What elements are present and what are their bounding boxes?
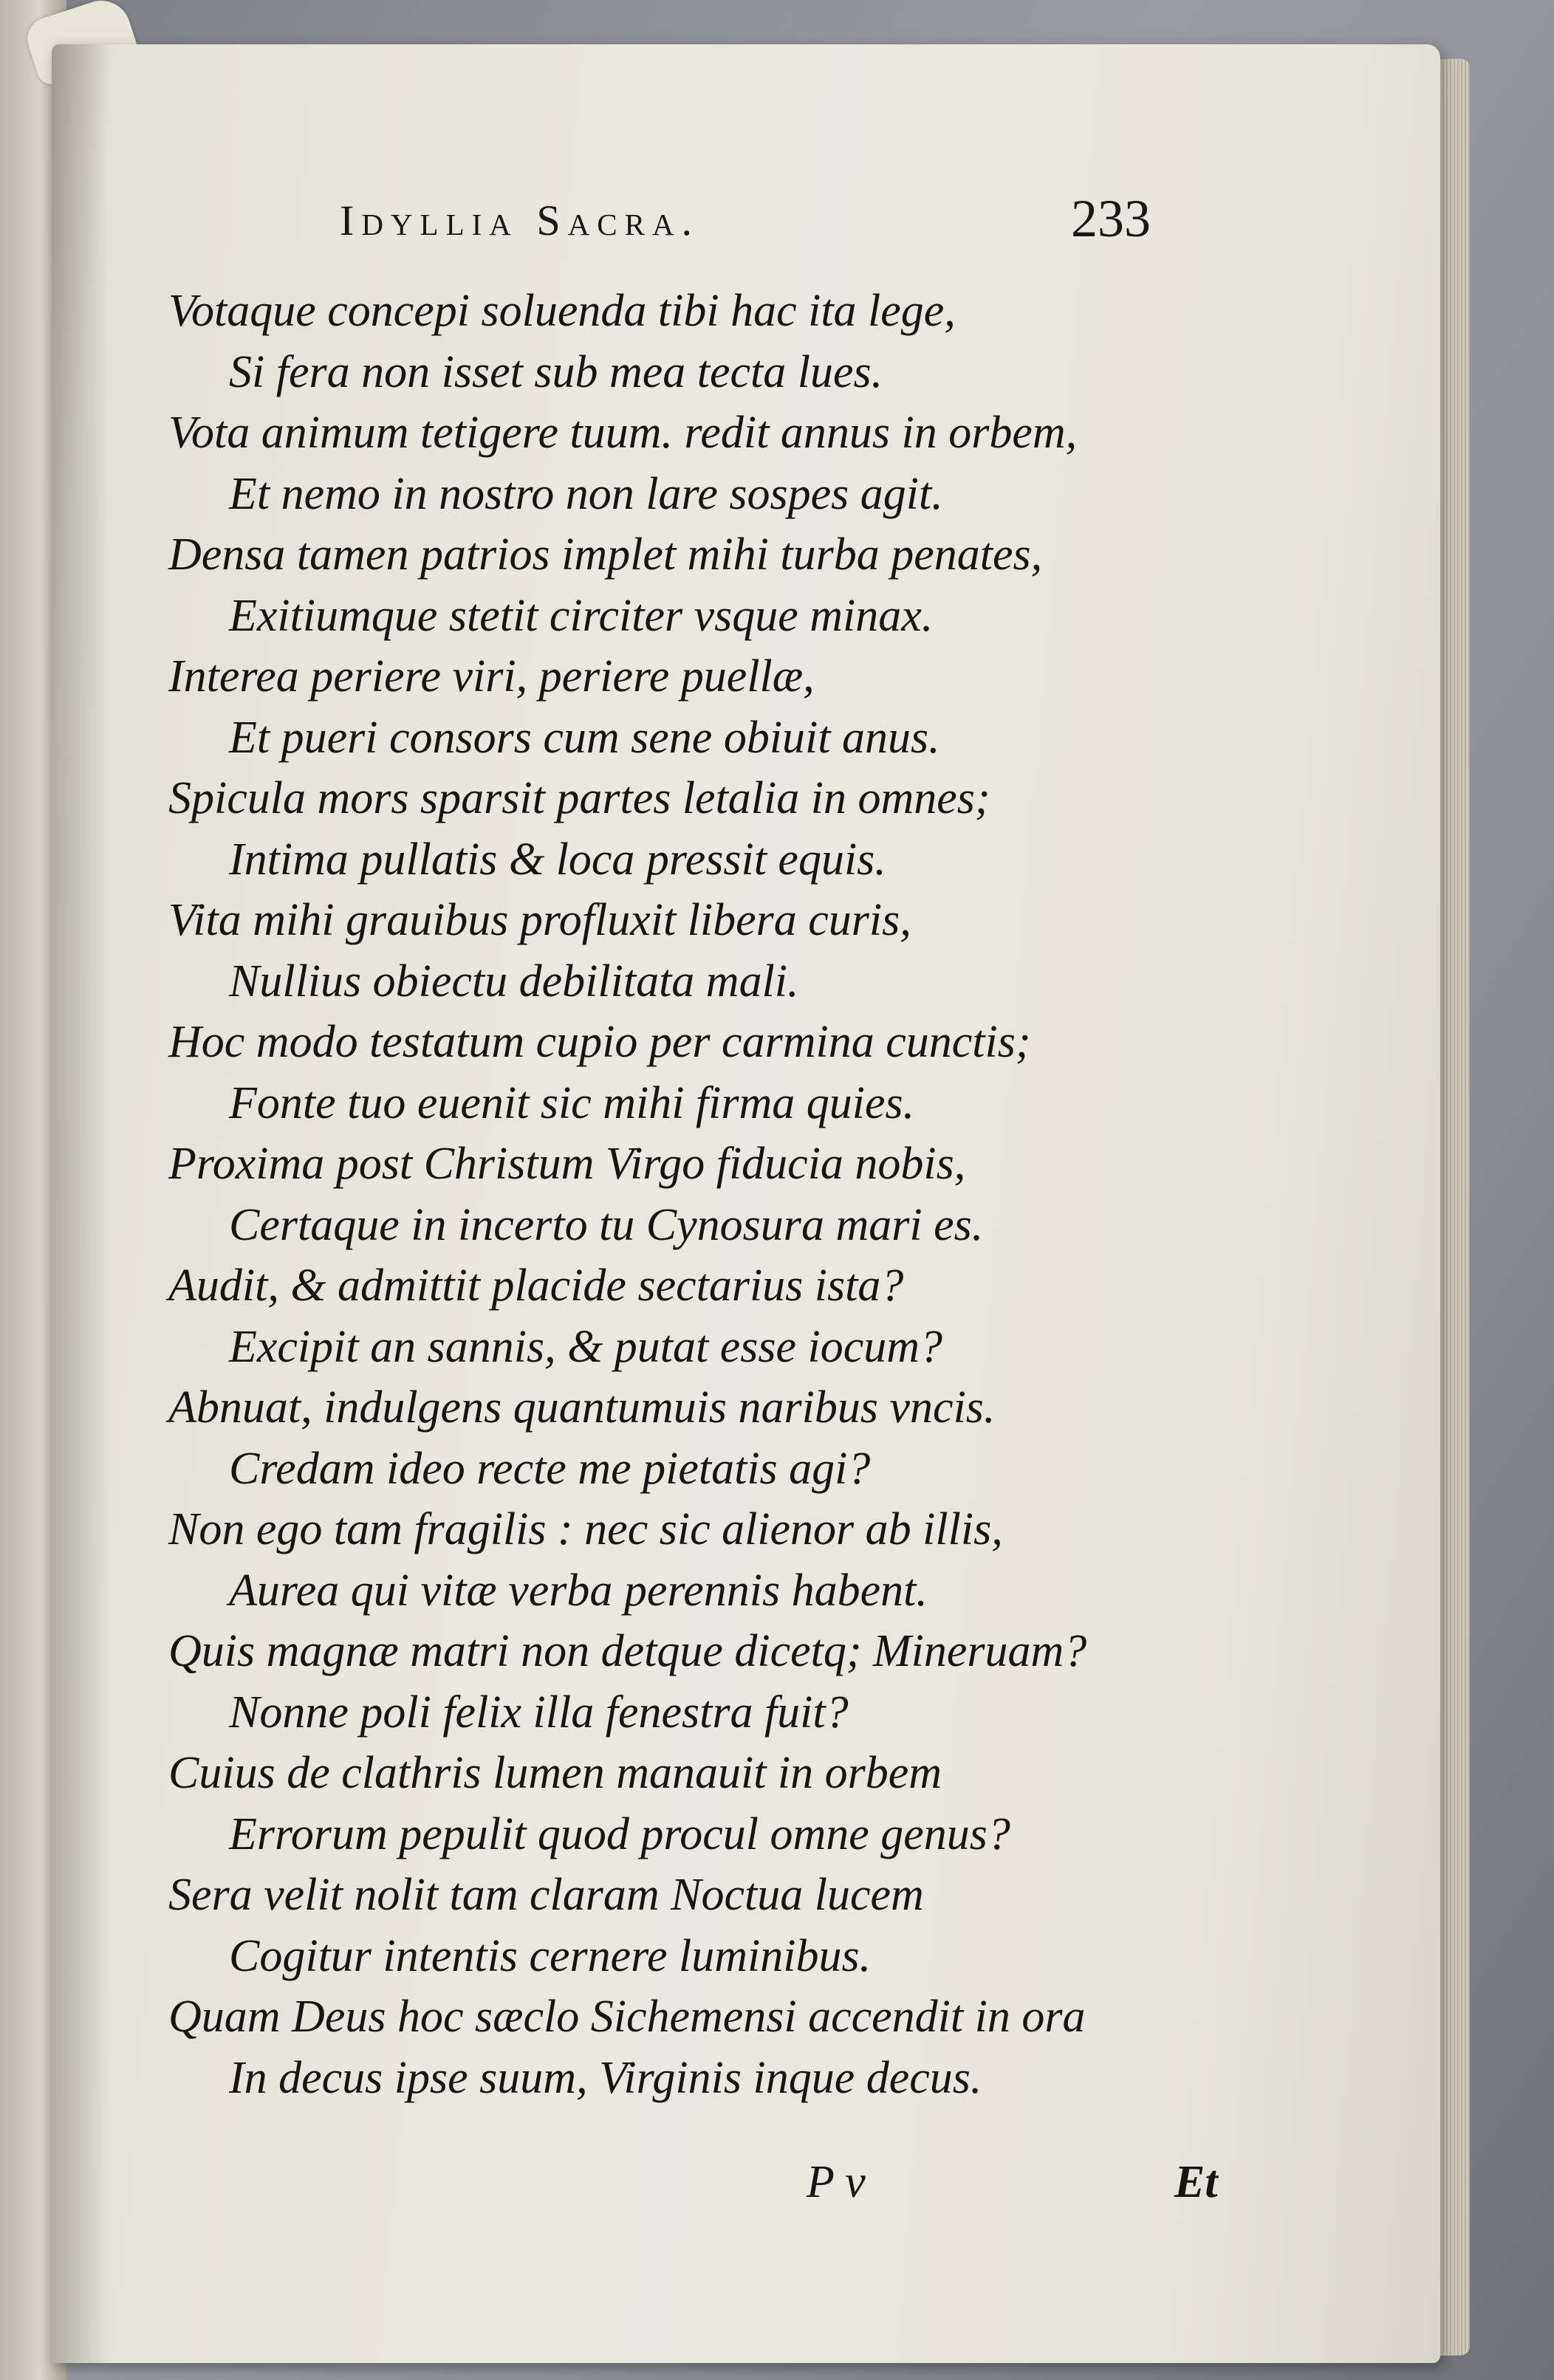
page-number: 233	[1071, 189, 1151, 248]
verse-line: Et pueri consors cum sene obiuit anus.	[229, 712, 940, 763]
verse-line: Cuius de clathris lumen manauit in orbem	[168, 1748, 942, 1798]
verse-line: In decus ipse suum, Virginis inque decus.	[229, 2052, 982, 2103]
verse-line: Si fera non isset sub mea tecta lues.	[229, 346, 883, 397]
verse-line: Quis magnæ matri non detque dicetq; Mineruam?	[168, 1626, 1087, 1676]
verse-line: Proxima post Christum Virgo fiducia nobis,	[168, 1139, 966, 1189]
poem-text	[52, 281, 1440, 2108]
verse-line: Excipit an sannis, & putat esse iocum?	[229, 1321, 943, 1372]
verse-line: Vota animum tetigere tuum. redit annus in orbem,	[168, 408, 1078, 458]
verse-line: Fonte tuo euenit sic mihi firma quies.	[229, 1077, 915, 1128]
verse-line: Sera velit nolit tam claram Noctua lucem	[168, 1870, 924, 1920]
verse-line: Nullius obiectu debilitata mali.	[229, 956, 799, 1006]
verse-line: Quam Deus hoc sæclo Sichemensi accendit in ora	[168, 1992, 1086, 2042]
verse-line: Non ego tam fragilis : nec sic alienor ab illis,	[168, 1504, 1003, 1554]
verse-line: Spicula mors sparsit partes letalia in omnes;	[168, 773, 990, 823]
verse-line: Credam ideo recte me pietatis agi?	[229, 1443, 871, 1494]
running-head: Idyllia Sacra.	[340, 196, 700, 244]
catchword: Et	[1174, 2157, 1218, 2207]
verse-line: Abnuat, indulgens quantumuis naribus vncis.	[168, 1382, 996, 1433]
signature-mark: P v	[807, 2157, 866, 2207]
verse-line: Audit, & admittit placide sectarius ista?	[168, 1261, 904, 1311]
verse-line: Cogitur intentis cernere luminibus.	[229, 1930, 872, 1981]
verse-line: Exitiumque stetit circiter vsque minax.	[229, 590, 934, 641]
verse-line: Et nemo in nostro non lare sospes agit.	[229, 468, 943, 519]
verse-line: Hoc modo testatum cupio per carmina cunctis;	[168, 1017, 1031, 1067]
verse-line: Intima pullatis & loca pressit equis.	[229, 834, 886, 885]
verse-line: Certaque in incerto tu Cynosura mari es.	[229, 1199, 984, 1250]
verse-line: Nonne poli felix illa fenestra fuit?	[229, 1687, 849, 1738]
verse-line: Aurea qui vitæ verba perennis habent.	[229, 1565, 928, 1616]
verse-line: Interea periere viri, periere puellæ,	[168, 651, 815, 702]
book-page	[52, 44, 1440, 2363]
verse-line: Errorum pepulit quod procul omne genus?	[229, 1808, 1010, 1859]
verse-line: Votaque concepi soluenda tibi hac ita lege,	[168, 286, 956, 336]
verse-line: Densa tamen patrios implet mihi turba penates,	[168, 529, 1043, 580]
verse-line: Vita mihi grauibus profluxit libera curis,	[168, 895, 911, 945]
